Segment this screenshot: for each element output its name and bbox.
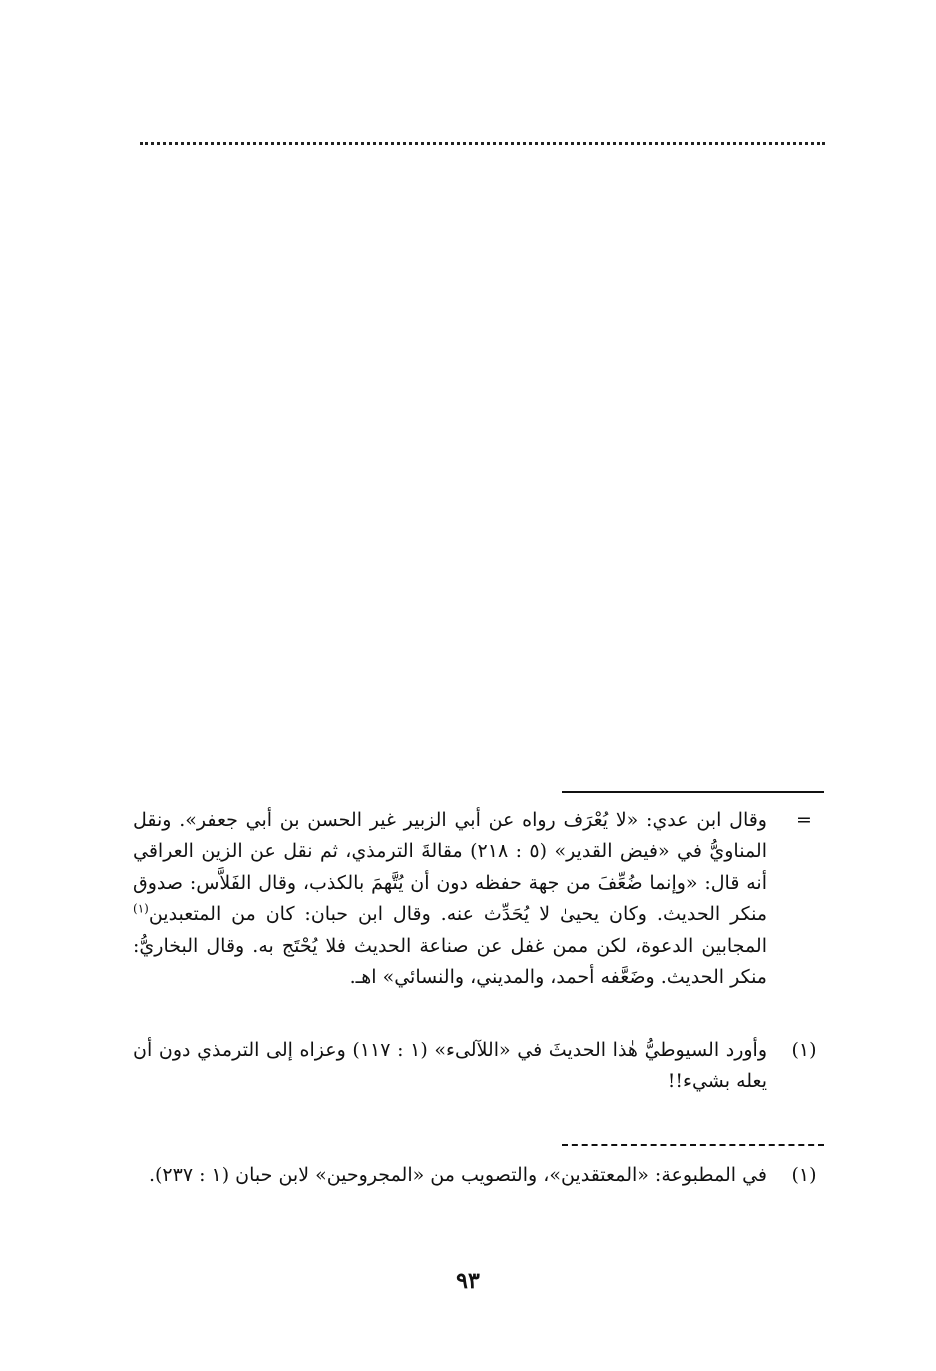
sub-footnote-1 bbox=[133, 1160, 817, 1191]
sub-footnote-separator bbox=[562, 1144, 824, 1146]
footnote-text: وأورد السيوطيُّ هٰذا الحديثَ في «اللآلىء» (١ : ١١٧) وعزاه إلى الترمذي دون أن يعله بشيء!! bbox=[133, 1039, 768, 1093]
footnote-marker: = bbox=[796, 809, 812, 831]
footnote-text: وقال ابن عدي: «لا يُعْرَف رواه عن أبي الزبير غير الحسن بن أبي جعفر». ونقل المناويُّ في «فيض القدير» (٥ : ٢١٨) مقالةَ الترمذي، ثم نقل عن الزين العراقي أنه قال: «وإنما ضُعِّفَ من جهة حفظه دون أن يُتَّهمَ بالكذب، وقال الفَلاَّس: صدوق منكر الحديث. وكان يحيىٰ لا يُحَدِّث عنه. وقال ابن حبان: كان من المتعبدين bbox=[133, 809, 767, 926]
page-number: ٩٣ bbox=[456, 1268, 480, 1294]
footnote-continuation bbox=[133, 805, 812, 993]
footnote-text: في المطبوعة: «المعتقدين»، والتصويب من «المجروحين» لابن حبان (١ : ٢٣٧). bbox=[148, 1164, 767, 1186]
dotted-separator bbox=[140, 142, 825, 145]
footnote-marker: (١) bbox=[791, 1039, 817, 1061]
footnote-1 bbox=[133, 1035, 817, 1098]
footnote-separator bbox=[562, 791, 824, 793]
footnote-reference: (١) bbox=[133, 901, 149, 916]
footnote-text: المجابين الدعوة، لكن ممن غفل عن صناعة الحديث فلا يُحْتَج به. وقال البخاريُّ: منكر الحديث. وضَعَّفه أحمد، والمديني، والنسائي» اهـ. bbox=[133, 934, 767, 989]
footnote-marker: (١) bbox=[791, 1164, 817, 1186]
